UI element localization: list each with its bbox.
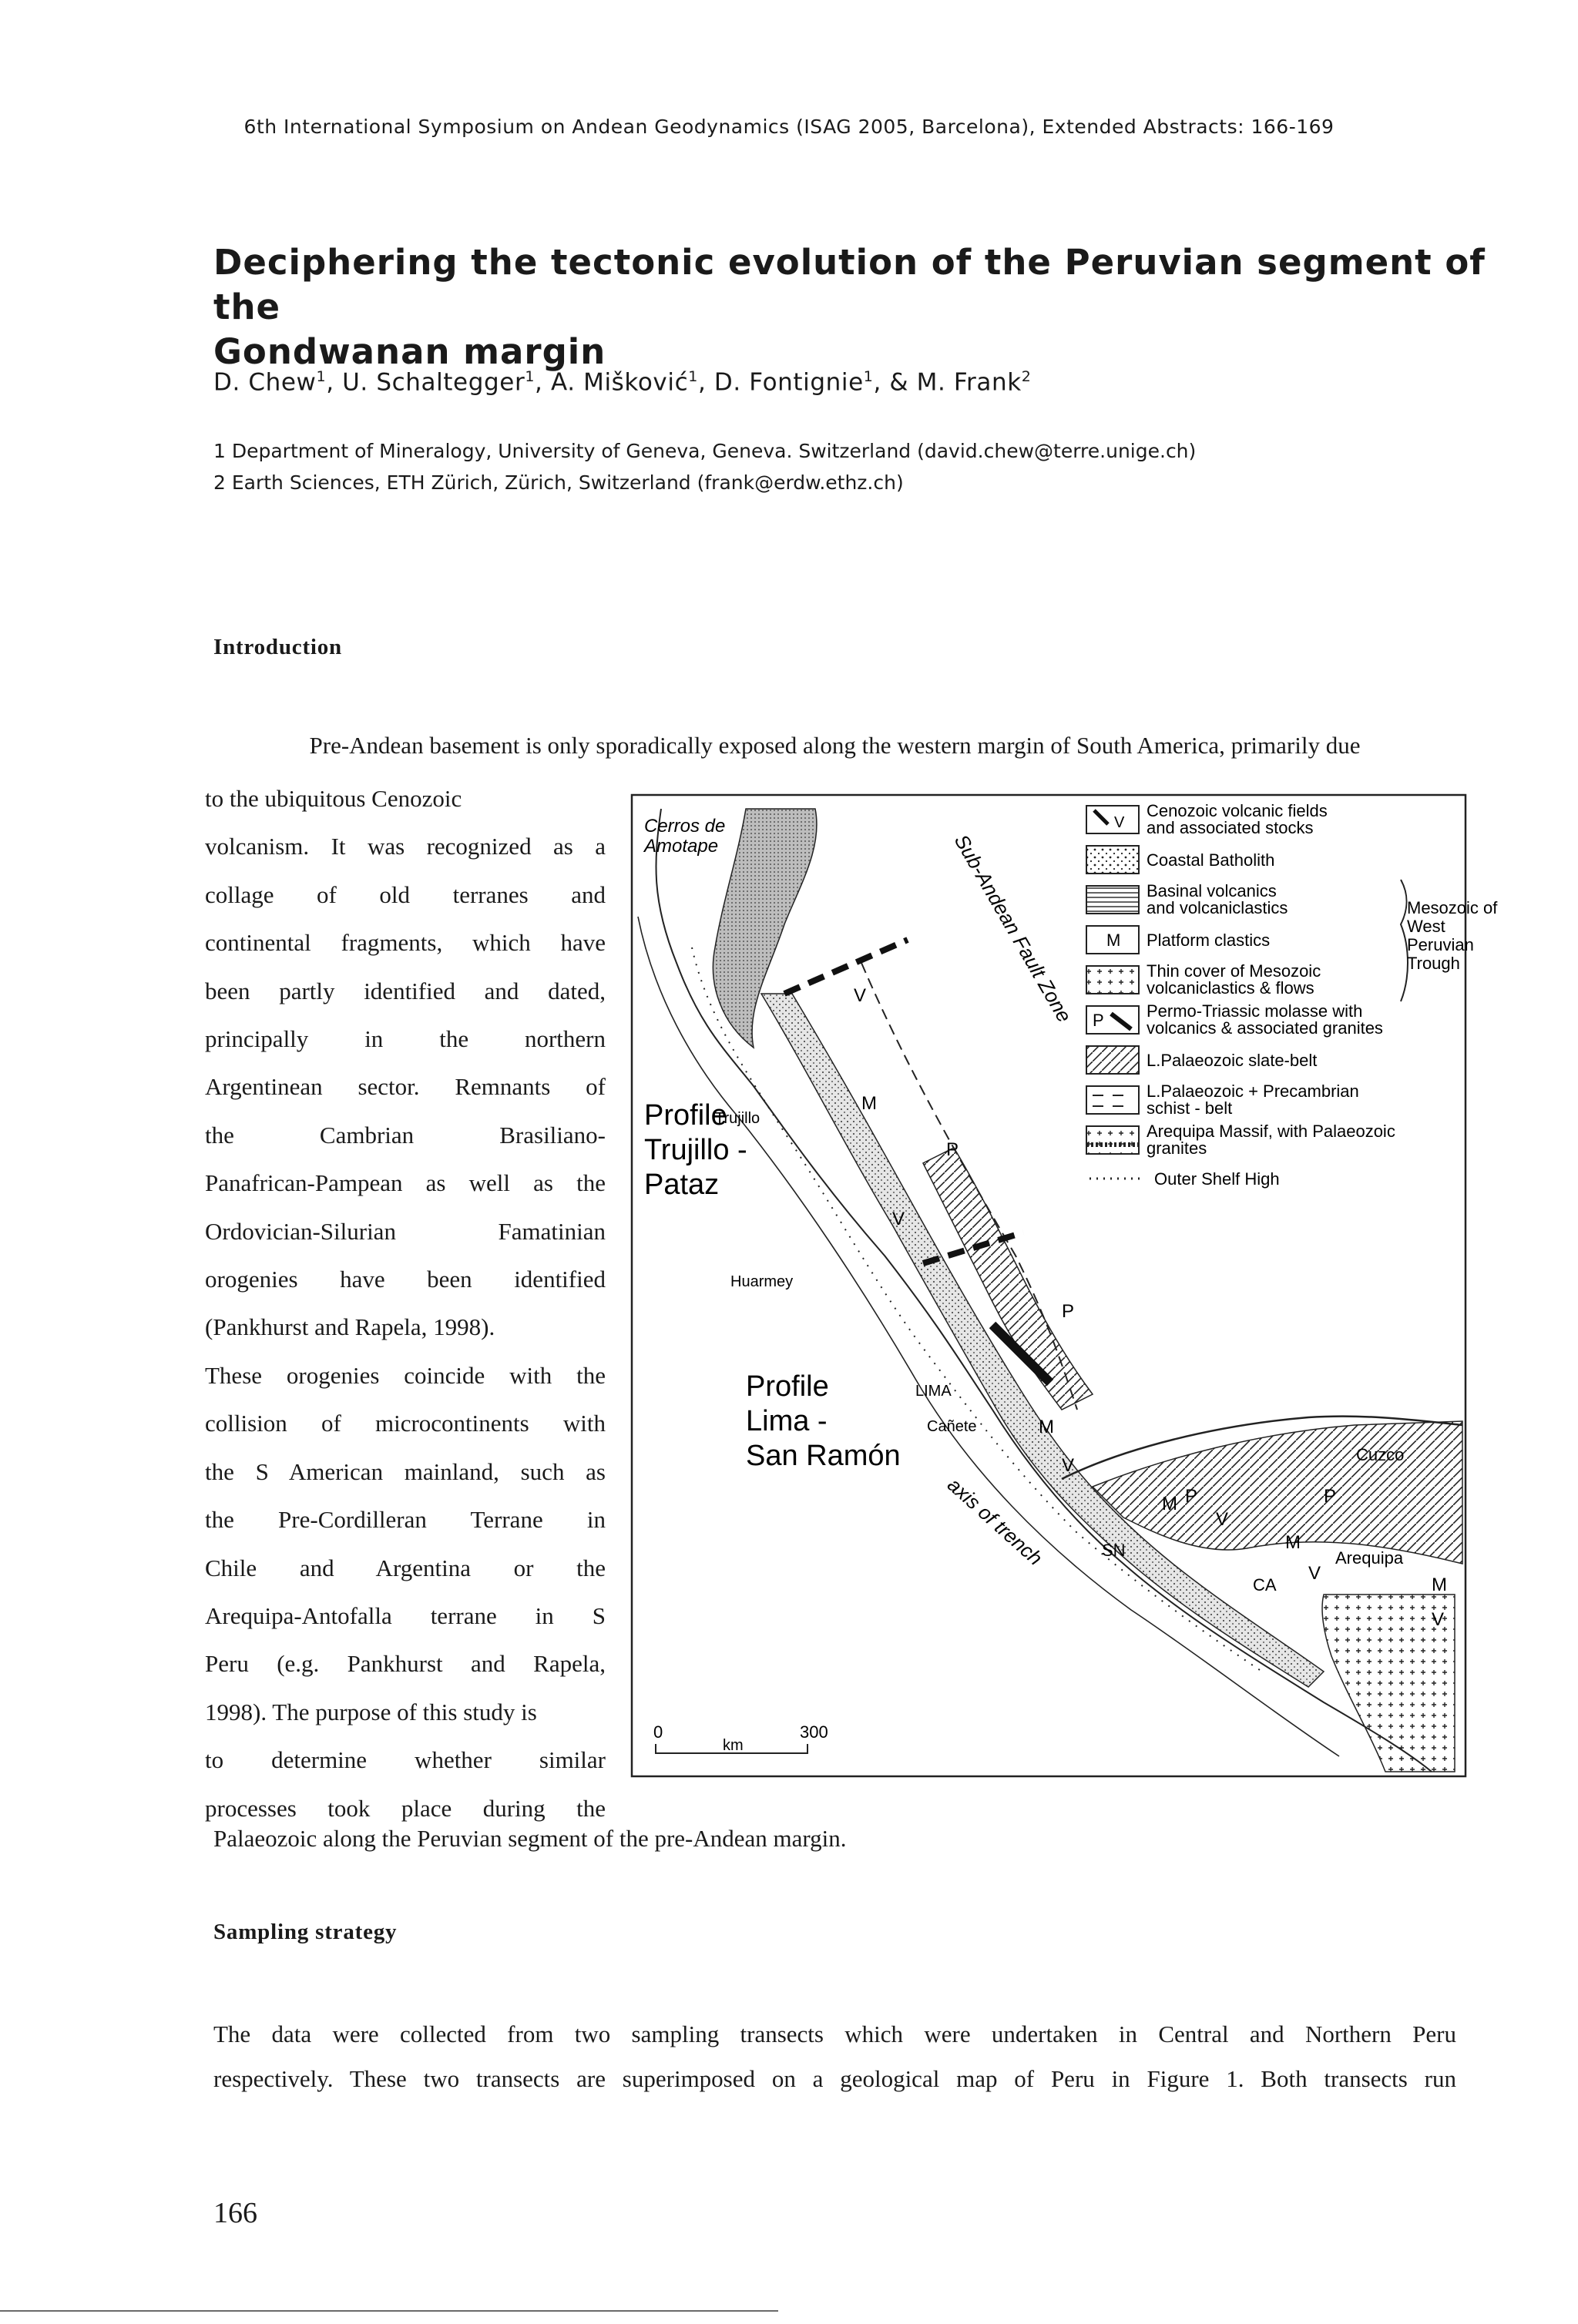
label-cuzco: Cuzco — [1356, 1445, 1405, 1464]
intro-line: to the ubiquitous Cenozoic — [205, 785, 462, 812]
svg-text:M: M — [1285, 1532, 1301, 1553]
author-affiliation-marker: 1 — [688, 368, 698, 385]
svg-text:M: M — [861, 1093, 877, 1114]
author-affiliation-marker: 2 — [1021, 368, 1032, 385]
title-line-1: Deciphering the tectonic evolution of the Peruvian segment of the — [213, 242, 1486, 327]
author-name: M. Frank — [916, 368, 1022, 397]
label-sub-andean-fault-zone: Sub-Andean Fault Zone — [949, 830, 1076, 1027]
affiliation-2: 2 Earth Sciences, ETH Zürich, Zürich, Switzerland (frank@erdw.ethz.ch) — [213, 471, 904, 494]
intro-line: been partly identified and dated, — [205, 977, 606, 1004]
svg-text:and volcaniclastics: and volcaniclastics — [1147, 898, 1288, 917]
profile-lima-label — [746, 1370, 901, 1472]
label-huarmey: Huarmey — [730, 1273, 794, 1290]
svg-text:P: P — [1324, 1486, 1337, 1507]
author-name: A. Mišković — [550, 368, 689, 397]
affiliations — [213, 435, 1196, 498]
intro-tail-line: Palaeozoic along the Peruvian segment of the pre-Andean margin. — [213, 1825, 847, 1852]
author-separator: , — [697, 368, 714, 397]
svg-text:km: km — [723, 1737, 744, 1754]
intro-line: Arequipa-Antofalla terrane in S — [205, 1601, 606, 1629]
intro-line: the Cambrian Brasiliano- — [205, 1121, 606, 1149]
svg-text:V: V — [1114, 814, 1125, 831]
label-sn: SN — [1102, 1541, 1126, 1560]
author-affiliation-marker: 1 — [316, 368, 327, 385]
author-name: D. Chew — [213, 368, 317, 397]
figure-1-geological-map — [630, 793, 1498, 1778]
intro-first-line: Pre-Andean basement is only sporadically exposed along the western margin of South America, primarily due — [309, 732, 1361, 759]
svg-text:granites: granites — [1147, 1139, 1207, 1158]
running-header: 6th International Symposium on Andean Geodynamics (ISAG 2005, Barcelona), Extended Abstracts: 166-169 — [243, 116, 1335, 138]
figure-legend — [1086, 801, 1498, 1189]
label-cerros-de: Cerros de — [644, 816, 726, 837]
svg-text:Thin cover of Mesozoic: Thin cover of Mesozoic — [1147, 961, 1321, 981]
author-separator: , & — [873, 368, 917, 397]
label-ca: CA — [1253, 1575, 1277, 1595]
intro-line: the S American mainland, such as — [205, 1457, 606, 1485]
svg-text:Pataz: Pataz — [644, 1169, 720, 1201]
svg-text:V: V — [1062, 1455, 1075, 1476]
paper-title — [213, 240, 1523, 374]
sampling-line-1: The data were collected from two sampling transects which were undertaken in Central and Northern Peru — [213, 2021, 1456, 2047]
label-amotape: Amotape — [644, 836, 719, 857]
svg-text:M: M — [1432, 1574, 1447, 1595]
intro-line: to determine whether similar — [205, 1746, 606, 1774]
legend-item-slate-belt — [1086, 1046, 1317, 1074]
legend-item-cenozoic-volcanics — [1086, 801, 1328, 837]
svg-text:volcanics & associated granite: volcanics & associated granites — [1147, 1018, 1383, 1038]
legend-item-platform-clastics — [1086, 926, 1270, 954]
intro-line: Argentinean sector. Remnants of — [205, 1073, 606, 1101]
label-trujillo: Trujillo — [715, 1110, 760, 1127]
legend-item-schist-belt — [1086, 1082, 1359, 1118]
svg-text:P: P — [946, 1139, 959, 1160]
author-affiliation-marker: 1 — [525, 368, 536, 385]
title-line-2: Gondwanan margin — [213, 331, 606, 372]
label-lima: LIMA — [915, 1383, 952, 1400]
svg-text:M: M — [1039, 1417, 1054, 1437]
author-separator: , — [535, 368, 551, 397]
intro-line: Panafrican-Pampean as well as the — [205, 1169, 606, 1197]
svg-text:V: V — [1432, 1609, 1445, 1630]
svg-text:and associated stocks: and associated stocks — [1147, 818, 1314, 837]
intro-line: Peru (e.g. Pankhurst and Rapela, — [205, 1650, 606, 1678]
intro-line: Chile and Argentina or the — [205, 1554, 606, 1581]
affiliation-1: 1 Department of Mineralogy, University of Geneva, Geneva. Switzerland (david.chew@terre.unige.ch) — [213, 440, 1197, 462]
svg-text:Platform clastics: Platform clastics — [1147, 931, 1271, 950]
label-canete: Cañete — [927, 1418, 977, 1435]
footer-rule — [0, 2310, 778, 2312]
svg-text:Trough: Trough — [1407, 954, 1460, 973]
svg-text:volcaniclastics & flows: volcaniclastics & flows — [1147, 978, 1314, 998]
sampling-line-2: respectively. These two transects are superimposed on a geological map of Peru in Figure 1. Both transects run — [213, 2065, 1456, 2092]
svg-text:Basinal volcanics: Basinal volcanics — [1147, 881, 1277, 900]
intro-line: the Pre-Cordilleran Terrane in — [205, 1506, 606, 1534]
intro-line: processes took place during the — [205, 1794, 606, 1822]
intro-line: Ordovician-Silurian Famatinian — [205, 1217, 606, 1245]
svg-text:Mesozoic of: Mesozoic of — [1407, 898, 1498, 917]
svg-text:Cenozoic volcanic fields: Cenozoic volcanic fields — [1147, 801, 1328, 820]
author-name: U. Schaltegger — [342, 368, 525, 397]
section-heading-introduction: Introduction — [213, 635, 342, 659]
intro-line: collage of old terranes and — [205, 880, 606, 908]
author-list — [213, 368, 1031, 396]
legend-item-outer-shelf-high — [1089, 1169, 1280, 1189]
svg-text:Arequipa Massif, with Palaeozo: Arequipa Massif, with Palaeozoic — [1147, 1122, 1395, 1141]
svg-text:West: West — [1407, 917, 1445, 936]
intro-line: (Pankhurst and Rapela, 1998). — [205, 1313, 495, 1341]
legend-item-permo-triassic — [1086, 1001, 1383, 1038]
intro-line: collision of microcontinents with — [205, 1410, 606, 1437]
svg-text:V: V — [1216, 1509, 1229, 1530]
section-heading-sampling: Sampling strategy — [213, 1920, 398, 1944]
svg-text:M: M — [1106, 931, 1121, 950]
intro-line: volcanism. It was recognized as a — [205, 833, 606, 860]
svg-text:P: P — [1093, 1011, 1104, 1030]
svg-text:P: P — [1062, 1301, 1075, 1322]
svg-text:0: 0 — [653, 1722, 663, 1742]
label-axis-of-trench: axis of trench — [942, 1473, 1047, 1570]
author-name: D. Fontignie — [713, 368, 864, 397]
svg-text:V: V — [892, 1209, 905, 1229]
author-affiliation-marker: 1 — [863, 368, 874, 385]
legend-item-arequipa-massif — [1086, 1122, 1395, 1158]
label-arequipa: Arequipa — [1335, 1548, 1404, 1568]
intro-line: continental fragments, which have — [205, 929, 606, 957]
intro-line: 1998). The purpose of this study is — [205, 1698, 537, 1725]
author-separator: , — [326, 368, 343, 397]
svg-text:Trujillo -: Trujillo - — [644, 1134, 747, 1166]
intro-line: orogenies have been identified — [205, 1266, 606, 1293]
svg-text:Profile: Profile — [644, 1099, 727, 1132]
svg-text:V: V — [854, 985, 867, 1006]
legend-item-thin-cover — [1086, 961, 1321, 998]
profile-trujillo-pataz-line — [784, 940, 908, 994]
legend-mesozoic-group-label — [1407, 898, 1498, 973]
intro-column-text — [205, 775, 606, 1833]
svg-text:Permo-Triassic molasse with: Permo-Triassic molasse with — [1147, 1001, 1363, 1021]
svg-text:L.Palaeozoic + Precambrian: L.Palaeozoic + Precambrian — [1147, 1082, 1359, 1101]
page-number: 166 — [213, 2197, 257, 2229]
svg-text:P: P — [1185, 1486, 1198, 1507]
svg-text:M: M — [1162, 1494, 1177, 1514]
svg-text:V: V — [1308, 1563, 1321, 1584]
svg-text:Coastal Batholith: Coastal Batholith — [1147, 850, 1275, 870]
legend-item-coastal-batholith — [1086, 846, 1274, 874]
svg-text:schist - belt: schist - belt — [1147, 1098, 1233, 1118]
svg-text:300: 300 — [800, 1722, 828, 1742]
svg-text:Lima -: Lima - — [746, 1405, 828, 1437]
scale-bar — [653, 1722, 828, 1754]
legend-item-basinal-volcanics — [1086, 881, 1288, 917]
svg-text:Profile: Profile — [746, 1370, 829, 1403]
sampling-paragraph — [213, 2012, 1456, 2101]
intro-line: These orogenies coincide with the — [205, 1361, 606, 1389]
intro-line: principally in the northern — [205, 1025, 606, 1053]
svg-text:Peruvian: Peruvian — [1407, 935, 1474, 954]
svg-text:L.Palaeozoic slate-belt: L.Palaeozoic slate-belt — [1147, 1051, 1318, 1070]
svg-text:San Ramón: San Ramón — [746, 1440, 901, 1472]
svg-text:Outer Shelf High: Outer Shelf High — [1154, 1169, 1280, 1189]
